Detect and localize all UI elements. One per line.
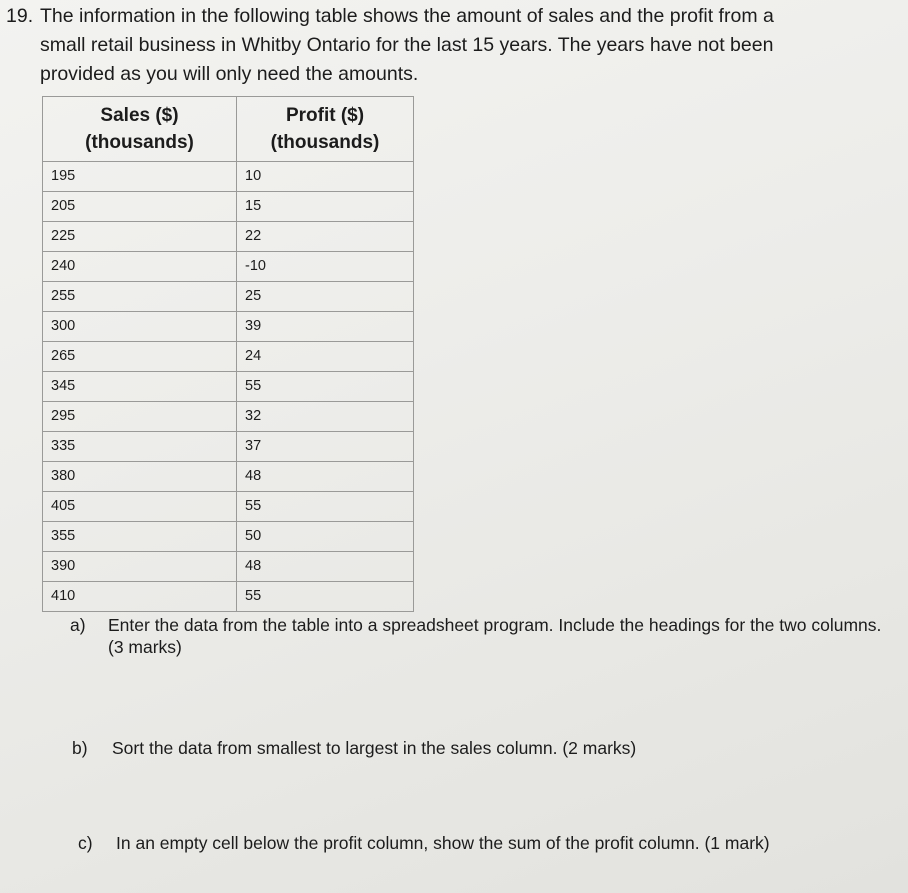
question-number: 19.	[6, 5, 34, 27]
table-row	[43, 312, 414, 342]
question-line-1: 19. The information in the following table shows the amount of sales and the profit from a	[6, 2, 886, 31]
sales-cell: 345	[43, 372, 237, 402]
table-row	[43, 342, 414, 372]
sales-cell: 355	[43, 522, 237, 552]
sales-cell: 405	[43, 492, 237, 522]
part-b-letter: b)	[72, 738, 88, 758]
part-c-text: In an empty cell below the profit column, show the sum of the profit column. (1 mark)	[116, 833, 770, 853]
question-text	[6, 2, 886, 89]
table-row	[43, 222, 414, 252]
profit-cell: 55	[237, 492, 414, 522]
sales-cell: 265	[43, 342, 237, 372]
table-row	[43, 462, 414, 492]
table-body	[43, 162, 414, 612]
table-row	[43, 432, 414, 462]
profit-cell: 32	[237, 402, 414, 432]
part-b-text: Sort the data from smallest to largest in the sales column. (2 marks)	[112, 738, 637, 758]
table-row	[43, 582, 414, 612]
profit-cell: 55	[237, 582, 414, 612]
profit-cell: 48	[237, 552, 414, 582]
part-b	[72, 737, 872, 759]
sales-profit-table	[42, 96, 414, 612]
sales-cell: 390	[43, 552, 237, 582]
profit-cell: 37	[237, 432, 414, 462]
table-row	[43, 402, 414, 432]
table-row	[43, 252, 414, 282]
table-row	[43, 522, 414, 552]
sales-cell: 380	[43, 462, 237, 492]
profit-cell: -10	[237, 252, 414, 282]
table-row	[43, 192, 414, 222]
sales-header: Sales ($) (thousands)	[43, 97, 237, 162]
sales-cell: 225	[43, 222, 237, 252]
question-line-3: provided as you will only need the amounts.	[40, 63, 419, 85]
sales-cell: 335	[43, 432, 237, 462]
table-header-row	[43, 97, 414, 162]
profit-cell: 15	[237, 192, 414, 222]
part-a	[70, 614, 898, 658]
table-row	[43, 162, 414, 192]
profit-cell: 55	[237, 372, 414, 402]
sales-cell: 295	[43, 402, 237, 432]
part-a-letter: a)	[70, 615, 86, 635]
sales-cell: 195	[43, 162, 237, 192]
profit-cell: 39	[237, 312, 414, 342]
sales-cell: 205	[43, 192, 237, 222]
sales-cell: 240	[43, 252, 237, 282]
profit-cell: 22	[237, 222, 414, 252]
question-line-2: small retail business in Whitby Ontario for the last 15 years. The years have not been	[40, 34, 774, 56]
part-a-text: Enter the data from the table into a spreadsheet program. Include the headings for the two columns. (3 marks)	[108, 615, 882, 657]
profit-cell: 24	[237, 342, 414, 372]
table-row	[43, 492, 414, 522]
table-row	[43, 282, 414, 312]
part-c-letter: c)	[78, 833, 93, 853]
part-c	[78, 832, 836, 854]
profit-cell: 50	[237, 522, 414, 552]
profit-cell: 10	[237, 162, 414, 192]
sales-cell: 300	[43, 312, 237, 342]
profit-cell: 25	[237, 282, 414, 312]
profit-header: Profit ($) (thousands)	[237, 97, 414, 162]
profit-cell: 48	[237, 462, 414, 492]
sales-cell: 255	[43, 282, 237, 312]
table-row	[43, 372, 414, 402]
sales-cell: 410	[43, 582, 237, 612]
table-row	[43, 552, 414, 582]
